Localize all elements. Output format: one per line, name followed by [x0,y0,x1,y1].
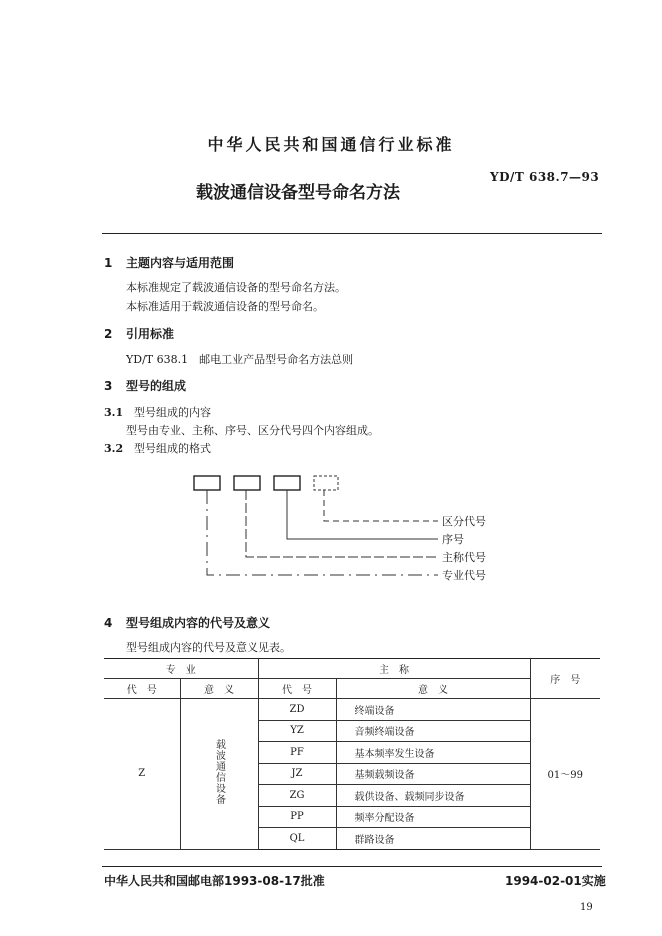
main-box [234,476,260,490]
specialty-leader [207,490,438,575]
main-meaning-cell: 基频载频设备 [336,763,530,785]
main-meaning-cell: 群路设备 [336,828,530,850]
section-number: 2 [104,327,113,341]
main-meaning-cell: 基本频率发生设备 [336,742,530,764]
section-3-heading [104,377,186,394]
implementation-date: 1994-02-01实施 [505,874,606,888]
section-2-heading [104,325,174,342]
section-title: 型号的组成 [126,379,187,393]
section-title: 引用标准 [126,327,175,341]
section-1-line-2: 本标准适用于载波通信设备的型号命名。 [126,300,324,313]
serial-leader [287,490,438,539]
diagram-label-distinguish: 区分代号 [442,515,486,528]
specialty-box [194,476,220,490]
header-serial: 序 号 [530,659,600,699]
section-title: 主题内容与适用范围 [126,256,235,270]
diagram-label-serial: 序号 [442,533,464,546]
approval-date: 中华人民共和国邮电部1993-08-17批准 [104,874,325,888]
subsection-title: 型号组成的内容 [134,406,211,419]
header-main: 主 称 [258,659,530,679]
diagram-label-specialty: 专业代号 [442,569,486,582]
subheader-meaning: 意 义 [180,679,258,699]
serial-range-cell: 01～99 [530,699,600,850]
main-leader [246,490,438,557]
main-code-cell: PP [258,806,336,828]
page-number: 19 [580,902,593,913]
header-rule [102,233,602,234]
section-3-1-heading [104,404,211,420]
distinguish-box [314,476,338,490]
main-code-cell: PF [258,742,336,764]
main-meaning-cell: 频率分配设备 [336,806,530,828]
diagram-label-main: 主称代号 [442,551,486,564]
subheader-main-code: 代 号 [258,679,336,699]
section-1-line-1: 本标准规定了载波通信设备的型号命名方法。 [126,281,346,294]
subheader-main-meaning: 意 义 [336,679,530,699]
standard-title: 中华人民共和国通信行业标准 [207,135,455,154]
main-code-cell: ZD [258,699,336,721]
section-1-heading [104,254,234,271]
standard-code: YD/T 638.7—93 [490,170,600,184]
section-number: 1 [104,256,113,270]
subheader-code: 代 号 [104,679,180,699]
document-title: 载波通信设备型号命名方法 [196,183,400,203]
format-diagram [190,470,510,590]
section-3-1-text: 型号由专业、主称、序号、区分代号四个内容组成。 [126,424,379,437]
footer-rule [102,866,602,867]
main-code-cell: QL [258,828,336,850]
section-title: 型号组成内容的代号及意义 [126,616,271,630]
main-meaning-cell: 载供设备、载频同步设备 [336,785,530,807]
section-4-heading [104,614,270,631]
serial-box [274,476,300,490]
reference-standard: YD/T 638.1 邮电工业产品型号命名方法总则 [126,353,354,366]
section-3-2-heading [104,440,211,456]
specialty-meaning-cell [180,699,258,850]
section-number: 4 [104,616,113,630]
distinguish-leader [324,490,438,521]
specialty-code-cell: Z [104,699,180,850]
section-4-intro: 型号组成内容的代号及意义见表。 [126,641,291,654]
subsection-number: 3.1 [104,406,124,419]
subsection-title: 型号组成的格式 [134,442,211,455]
main-meaning-cell: 音频终端设备 [336,720,530,742]
subsection-number: 3.2 [104,442,124,455]
main-meaning-cell: 终端设备 [336,699,530,721]
section-number: 3 [104,379,113,393]
header-specialty: 专 业 [104,659,258,679]
main-code-cell: ZG [258,785,336,807]
main-code-cell: YZ [258,720,336,742]
code-meaning-table [104,658,600,850]
main-code-cell: JZ [258,763,336,785]
specialty-meaning-text: 载波通信设备 [213,739,225,806]
